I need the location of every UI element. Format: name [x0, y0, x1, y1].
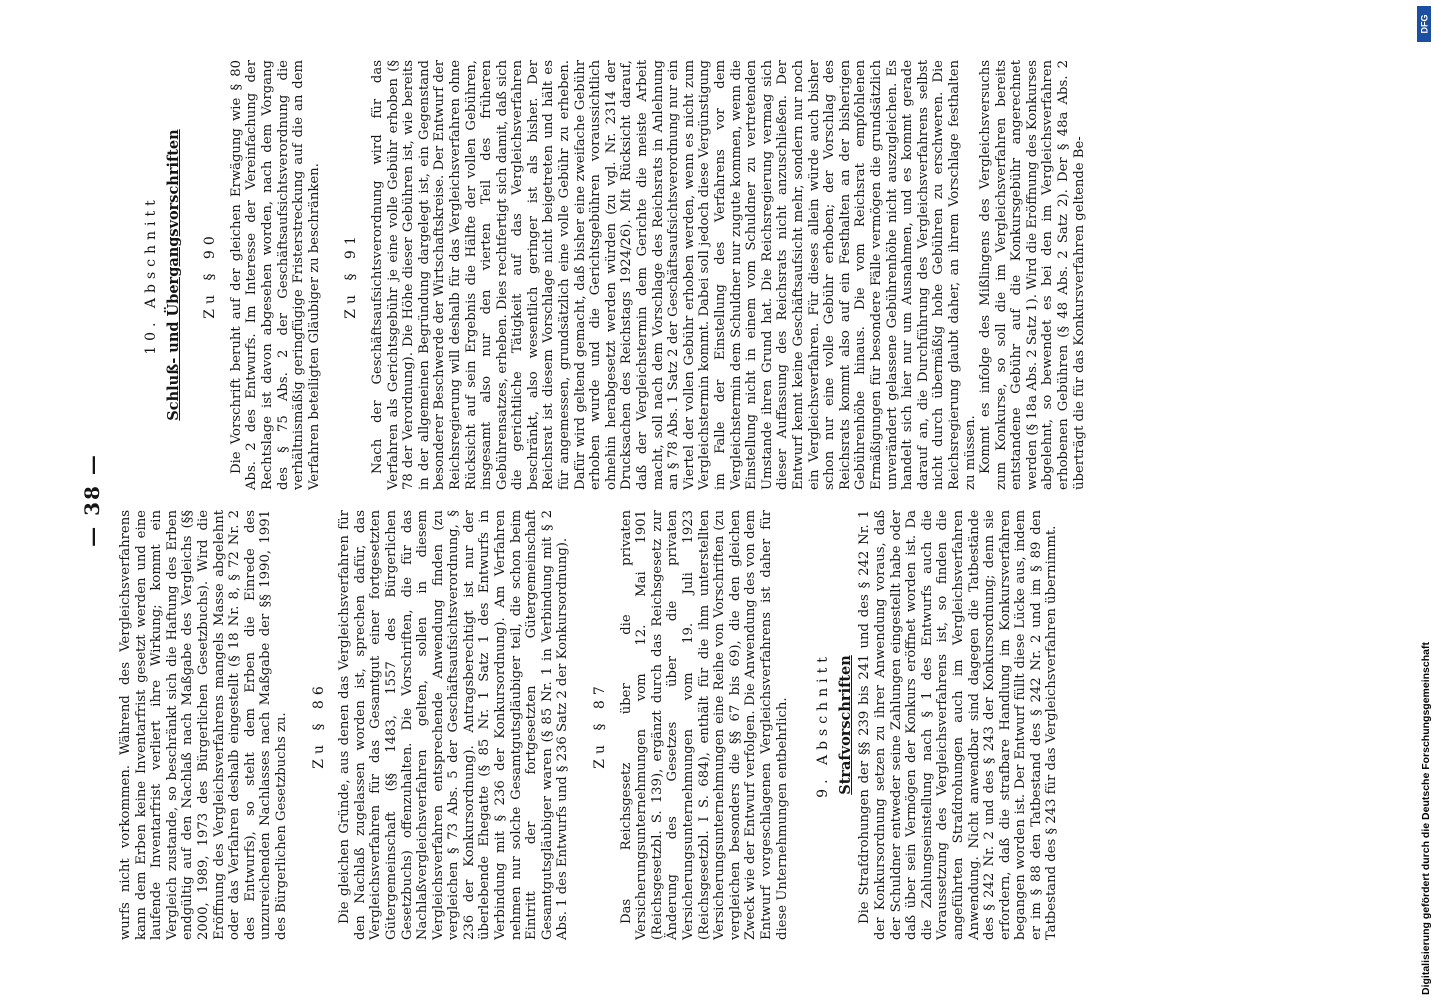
chapter-title: Strafvorschriften: [836, 655, 854, 795]
right-column: [118, 60, 1087, 490]
digitization-credit: Digitalisierung gefördert durch die Deutsche Forschungsgemeinschaft: [1420, 642, 1432, 995]
paragraph: Das Reichsgesetz über die privaten Versicherungsunternehmungen vom 12. Mai 1901 (Reichsgesetzbl. S. 139), ergänzt durch das Reichsgesetz zur Änderung des Gesetzes über die privaten Versicherungsunternehmungen vom 19. Juli 1923 (Reichsgesetzbl. I S. 684), enthält für die ihm unterstellten Versicherungsunternehmungen eine Reihe von Vorschriften (zu vergleichen besonders die §§ 67 bis 69), die den gleichen Zweck wie der Entwurf verfolgen. Die Anwendung des von dem Entwurf vorgeschlagenen Vergleichsverfahrens ist daher für diese Unternehmungen entbehrlich.: [618, 510, 790, 940]
paragraph: Nach der Geschäftsaufsichtsverordnung wird für das Verfahren als Gerichtsgebühr je eine volle Gebühr erhoben (§ 78 der Verordnung). Die Höhe dieser Gebühren ist, wie bereits in der allgemeinen Begründung dargelegt ist, ein Gegenstand besonderer Beschwerde der Wirtschaftskreise. Der Entwurf der Reichsregierung will deshalb für das Vergleichsverfahren ohne Rücksicht auf sein Ergebnis die Hälfte der vollen Gebühren, insgesamt also nur den vierten Teil des früheren Gebührensatzes, erheben. Dies rechtfertigt sich damit, daß sich die gerichtliche Tätigkeit auf das Vergleichsverfahren beschränkt, also wesentlich geringer ist als bisher. Der Reichsrat ist diesem Vorschlage nicht beigetreten und hält es für angemessen, grundsätzlich eine volle Gebühr zu erheben. Dafür wird geltend gemacht, daß bisher eine zweifache Gebühr erhoben wurde und die Gerichtsgebühren voraussichtlich ohnehin herabgesetzt werden würden (zu vgl. Nr. 2314 der Drucksachen des Reichstags 1924/26). Mit Rücksicht darauf, daß der Vergleichstermin dem Gerichte die meiste Arbeit macht, soll nach dem Vorschlage des Reichsrats in Anlehnung an § 78 Abs. 1 Satz 2 der Geschäftsaufsichtsverordnung nur ein Viertel der vollen Gebühr erhoben werden, wenn es nicht zum Vergleichstermin kommt. Dabei soll jedoch diese Vergünstigung im Falle der Einstellung des Verfahrens vor dem Vergleichstermin dem Schuldner nur zugute kommen, wenn die Einstellung nicht in einem vom Schuldner zu vertretenden Umstande ihren Grund hat. Die Reichsregierung vermag sich dieser Auffassung des Reichsrats nicht anzuschließen. Der Entwurf kennt keine Geschäftsaufsicht mehr, sondern nur noch ein Vergleichsverfahren. Für dieses allein würde auch bisher schon nur eine volle Gebühr erhoben; der Vorschlag des Reichsrats kommt also auf ein Festhalten an der bisherigen Gebührenhöhe hinaus. Die vom Reichsrat empfohlenen Ermäßigungen für besondere Fälle vermögen die grundsätzlich unverändert gelassene Gebührenhöhe nicht auszugleichen. Es handelt sich hier nur um Ausnahmen, und es kommt gerade darauf an, die Durchführung des Vergleichsverfahrens selbst nicht durch übermäßig hohe Gebühren zu erschweren. Die Reichsregierung glaubt daher, an ihrem Vorschlage festhalten zu müssen.: [369, 60, 978, 490]
section-heading: Zu § 91: [343, 231, 360, 319]
document-page: [80, 60, 1330, 940]
section-heading: Zu § 90: [202, 231, 219, 319]
section-heading: Zu § 86: [310, 681, 327, 769]
chapter-number: 10. Abschnitt: [143, 195, 159, 355]
chapter-number: 9. Abschnitt: [815, 652, 832, 798]
paragraph: Die Vorschrift beruht auf der gleichen Erwägung wie § 80 Abs. 2 des Entwurfs. Im Interesse der Vereinfachung der Rechtslage ist davon abgesehen worden, nach dem Vorgang des § 75 Abs. 2 der Geschäftsaufsichtsverordnung die verhältnismäßig geringfügige Fristerstreckung auf die an dem Verfahren beteiligten Gläubiger zu beschränken.: [228, 60, 322, 490]
paragraph: wurfs nicht vorkommen. Während des Vergleichsverfahrens kann dem Erben keine Inventarfrist gesetzt werden und eine laufende Inventarfrist verliert ihre Wirkung; kommt ein Vergleich zustande, so beschränkt sich die Haftung des Erben endgültig auf den Nachlaß nach Maßgabe des Vergleichs (§§ 2000, 1989, 1973 des Bürgerlichen Gesetzbuchs). Wird die Eröffnung des Vergleichsverfahrens mangels Masse abgelehnt oder das Verfahren deshalb eingestellt (§ 18 Nr. 8, § 72 Nr. 2 des Entwurfs), so steht dem Erben die Einrede des unzureichenden Nachlasses nach Maßgabe der §§ 1990, 1991 des Bürgerlichen Gesetzbuchs zu.: [118, 510, 289, 940]
dfg-logo: DFG: [1417, 6, 1431, 42]
left-column: [118, 510, 1060, 940]
section-heading: Zu § 87: [592, 681, 609, 769]
paragraph: Kommt es infolge des Mißlingens des Vergleichsversuchs zum Konkurse, so soll die im Vergleichsverfahren bereits entstandene Gebühr auf die Konkursgebühr angerechnet werden (§ 18a Abs. 2 Satz 1). Wird die Eröffnung des Konkurses abgelehnt, so bewendet es bei den im Vergleichsverfahren erhobenen Gebühren (§ 48 Abs. 2 Satz 2). Der § 48a Abs. 2 überträgt die für das Konkursverfahren geltende Be-: [978, 60, 1087, 490]
paragraph: Die Strafdrohungen der §§ 239 bis 241 und des § 242 Nr. 1 der Konkursordnung setzen zu ihrer Anwendung voraus, daß der Schuldner entweder seine Zahlungen eingestellt habe oder daß über sein Vermögen der Konkurs eröffnet worden ist. Da die Zahlungseinstellung nach § 1 des Entwurfs auch die Voraussetzung des Vergleichsverfahrens ist, so finden die angeführten Strafdrohungen auch im Vergleichsverfahren Anwendung. Nicht anwendbar sind dagegen die Tatbestände des § 242 Nr. 2 und des § 243 der Konkursordnung; denn sie erfordern, daß die strafbare Handlung im Konkursverfahren begangen worden ist. Der Entwurf füllt diese Lücke aus, indem er im § 88 den Tatbestand des § 242 Nr. 2 und im § 89 den Tatbestand des § 243 für das Vergleichsverfahren übernimmt.: [857, 510, 1060, 940]
chapter-title: Schluß- und Übergangsvorschriften: [164, 129, 182, 421]
page-number: — 38 —: [80, 453, 104, 547]
paragraph: Die gleichen Gründe, aus denen das Vergleichsverfahren für den Nachlaß zugelassen worden ist, sprechen dafür, das Vergleichsverfahren für das Gesamtgut einer fortgesetzten Gütergemeinschaft (§§ 1483, 1557 des Bürgerlichen Gesetzbuchs) offenzuhalten. Die Vorschriften, die für das Nachlaßvergleichsverfahren gelten, sollen in diesem Vergleichsverfahren entsprechende Anwendung finden (zu vergleichen § 73 Abs. 5 der Geschäftsaufsichtsverordnung, § 236 der Konkursordnung). Antragsberechtigt ist nur der überlebende Ehegatte (§ 85 Nr. 1 Satz 1 des Entwurfs in Verbindung mit § 236 der Konkursordnung). Am Verfahren nehmen nur solche Gesamtgutsgläubiger teil, die schon beim Eintritt der fortgesetzten Gütergemeinschaft Gesamtgutsgläubiger waren (§ 85 Nr. 1 in Verbindung mit § 2 Abs. 1 des Entwurfs und § 236 Satz 2 der Konkursordnung).: [337, 510, 571, 940]
